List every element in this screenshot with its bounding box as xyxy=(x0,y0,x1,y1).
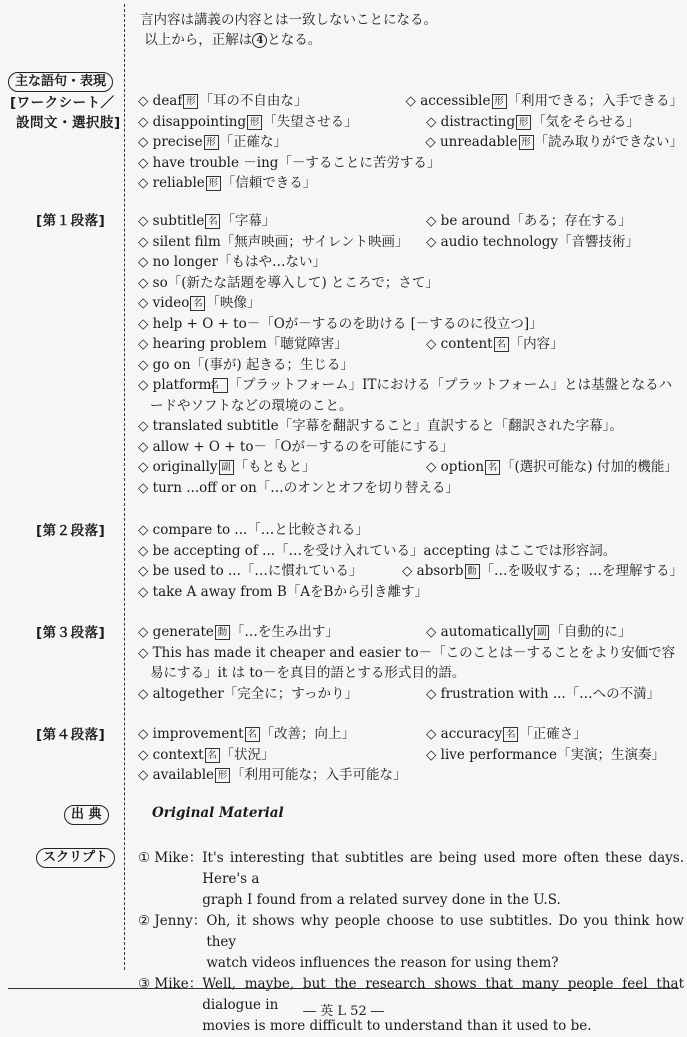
vocab-video xyxy=(138,293,260,314)
vocab-subtitle xyxy=(138,211,426,232)
vocab-automatically xyxy=(426,622,683,643)
vocab-row xyxy=(138,724,683,745)
vocab-row xyxy=(138,622,683,643)
vocab-row xyxy=(138,112,683,133)
vocab-originally xyxy=(138,457,426,478)
meaning: 「読み取りができない」 xyxy=(534,134,683,150)
speaker-mike: ① Mike： xyxy=(138,850,203,866)
intro-line-2-pre: 以上から，正解は xyxy=(144,32,253,48)
term: ◇ distracting xyxy=(426,113,516,130)
source-label: 出 典 xyxy=(64,805,109,825)
vocab-row xyxy=(138,314,683,335)
worksheet-label-2: 設問文・選択肢] xyxy=(16,115,121,131)
vocab-row xyxy=(138,745,683,766)
main-phrases-label: 主な語句・表現 xyxy=(8,72,113,92)
term: ◇ content xyxy=(426,336,493,352)
vocab-turn-off-on: ◇ turn ...off or on「…のオンとオフを切り替える」 xyxy=(138,479,459,496)
vocab-content xyxy=(426,334,683,355)
intro-text xyxy=(140,10,437,50)
line-2: graph I found from a related survey done in the U.S. xyxy=(202,892,561,908)
pos-badge: 形 xyxy=(492,94,507,109)
term: ◇ absorb xyxy=(401,563,464,579)
pos-badge: 形 xyxy=(516,115,531,130)
vocab-distracting xyxy=(426,112,683,133)
pos-badge: 名 xyxy=(205,748,220,763)
term: ◇ option xyxy=(426,459,485,475)
term: ◇ reliable xyxy=(138,175,205,191)
vocab-translated-subtitle: ◇ translated subtitle「字幕を翻訳すること」直訳すると「翻訳された字幕」。 xyxy=(138,418,623,434)
vocab-altogether: ◇ altogether「完全に；すっかり」 xyxy=(138,685,358,702)
vocab-row xyxy=(138,643,683,684)
pos-badge: 名 xyxy=(213,378,228,393)
vocab-row xyxy=(138,520,683,541)
vocab-frustration-with: ◇ frustration with ...「…への不満」 xyxy=(426,685,661,702)
meaning: 「…を吸収する；…を理解する」 xyxy=(480,563,683,579)
pos-badge: 形 xyxy=(519,135,534,150)
vocab-row xyxy=(138,416,683,437)
line-2: movies is more difficult to understand than it used to be. xyxy=(202,1018,592,1034)
term: ◇ originally xyxy=(138,459,218,475)
term: ◇ platform xyxy=(138,377,212,393)
line-text xyxy=(202,848,684,911)
vocab-row xyxy=(138,355,683,376)
meaning: 「改善；向上」 xyxy=(260,726,356,742)
term: ◇ improvement xyxy=(138,726,244,742)
term: ◇ accuracy xyxy=(426,726,503,742)
term: ◇ video xyxy=(138,295,190,311)
source-title: Original Material xyxy=(152,805,284,821)
meaning: 「耳の不自由な」 xyxy=(199,93,308,109)
vocab-live-performance: ◇ live performance「実演；生演奏」 xyxy=(426,746,665,763)
line-1: Oh, it shows why people choose to use subtitles. Do you think how they xyxy=(206,913,684,950)
para1-vocab xyxy=(138,211,683,498)
answer-number-circle: 4 xyxy=(252,33,267,48)
vocab-row xyxy=(138,173,683,194)
pos-badge: 形 xyxy=(206,176,221,191)
para1-label: [第１段落] xyxy=(36,213,106,229)
para3-vocab xyxy=(138,622,683,704)
term: ◇ automatically xyxy=(426,624,534,640)
vocab-row xyxy=(138,153,683,174)
pos-badge: 名 xyxy=(190,296,205,311)
vocab-deaf xyxy=(138,91,406,112)
vocab-row xyxy=(138,232,683,253)
vocab-row xyxy=(138,541,683,562)
vocab-hearing-problem: ◇ hearing problem「聴覚障害」 xyxy=(138,336,348,352)
vocab-row xyxy=(138,684,683,705)
vocab-available xyxy=(138,765,407,786)
pos-badge: 形 xyxy=(183,94,198,109)
page-number: ― 英 L 52 ― xyxy=(303,1004,384,1019)
meaning: 「失望させる」 xyxy=(263,113,358,130)
speaker-mike: ③ Mike： xyxy=(138,976,203,992)
vocab-row xyxy=(138,478,683,499)
vocab-disappointing xyxy=(138,112,426,133)
term: ◇ deaf xyxy=(138,93,183,109)
script-line xyxy=(138,911,684,974)
pos-badge: 副 xyxy=(534,625,549,640)
line-1: It's interesting that subtitles are being used more often these days. Here's a xyxy=(202,850,684,887)
line-text xyxy=(206,911,684,974)
vocab-be-accepting-of: ◇ be accepting of ...「…を受け入れている」accepting はここでは形容詞。 xyxy=(138,542,617,559)
vocab-row xyxy=(138,334,683,355)
vocab-row xyxy=(138,211,683,232)
term: ◇ context xyxy=(138,746,204,763)
para4-vocab xyxy=(138,724,683,786)
intro-line-2-post: となる。 xyxy=(267,32,322,48)
vocab-row xyxy=(138,437,683,458)
vocab-context xyxy=(138,745,426,766)
bottom-rule xyxy=(8,988,679,989)
pos-badge: 動 xyxy=(465,564,480,579)
meaning: 「自動的に」 xyxy=(550,624,632,640)
meaning: 「利用可能な；入手可能な」 xyxy=(231,767,407,783)
line-1: Well, maybe, but the research shows that many people feel that dialogue in xyxy=(202,976,684,1013)
meaning: 「状況」 xyxy=(220,746,275,763)
meaning: 「(選択可能な) 付加的機能」 xyxy=(501,459,678,475)
term: ◇ disappointing xyxy=(138,113,247,130)
meaning: 「利用できる；入手できる」 xyxy=(507,93,683,109)
vocab-made-it-cheaper: ◇ This has made it cheaper and easier to－「このことは－することをより安価で容易にする」it は to－を真目的語とする形式目的語。 xyxy=(138,644,676,681)
vocab-absorb xyxy=(402,561,683,582)
pos-badge: 動 xyxy=(215,625,230,640)
meaning: 「字幕」 xyxy=(221,213,276,229)
vocab-row xyxy=(138,375,683,416)
line-2: watch videos influences the reason for using them? xyxy=(206,955,559,971)
vocab-be-used-to: ◇ be used to ...「…に慣れている」 xyxy=(138,563,363,579)
meaning: 「正確な」 xyxy=(219,134,288,150)
meaning: 「プラットフォーム」ITにおける「プラットフォーム」とは基盤となるハードやソフトなどの環境のこと。 xyxy=(150,377,673,414)
speaker-jenny: ② Jenny： xyxy=(138,913,207,929)
vocab-improvement xyxy=(138,724,426,745)
vocab-no-longer: ◇ no longer「もはや…ない」 xyxy=(138,254,327,270)
worksheet-label-1: [ワークシート／ xyxy=(10,95,115,111)
dashed-divider xyxy=(124,4,125,970)
vocab-row xyxy=(138,582,683,603)
pos-badge: 名 xyxy=(245,727,260,742)
vocab-go-on: ◇ go on「(事が) 起きる；生じる」 xyxy=(138,356,354,373)
para3-label: [第３段落] xyxy=(36,625,106,641)
vocab-accessible xyxy=(406,91,683,112)
vocab-accuracy xyxy=(426,724,683,745)
vocab-row xyxy=(138,457,683,478)
vocab-row xyxy=(138,293,683,314)
script-line xyxy=(138,848,684,911)
worksheet-vocab xyxy=(138,91,683,194)
pos-badge: 名 xyxy=(205,214,220,229)
vocab-row xyxy=(138,765,683,786)
vocab-take-away: ◇ take A away from B「AをBから引き離す」 xyxy=(138,583,428,600)
pos-badge: 名 xyxy=(494,337,509,352)
vocab-row xyxy=(138,252,683,273)
vocab-precise xyxy=(138,132,425,153)
term: ◇ unreadable xyxy=(425,134,518,150)
pos-badge: 形 xyxy=(247,115,262,130)
term: ◇ accessible xyxy=(405,93,491,109)
intro-line-1: 言内容は講義の内容とは一致しないことになる。 xyxy=(140,12,437,28)
vocab-row xyxy=(138,91,683,112)
term: ◇ subtitle xyxy=(138,213,205,229)
pos-badge: 副 xyxy=(219,460,234,475)
meaning: 「正確さ」 xyxy=(519,726,587,742)
vocab-row xyxy=(138,561,683,582)
meaning: 「映像」 xyxy=(206,295,261,311)
term: ◇ generate xyxy=(138,624,214,640)
vocab-be-around: ◇ be around「ある；存在する」 xyxy=(426,213,632,229)
vocab-reliable xyxy=(138,173,316,194)
vocab-so: ◇ so「(新たな話題を導入して) ところで；さて」 xyxy=(138,274,439,291)
meaning: 「もともと」 xyxy=(234,459,316,475)
intro-line-2 xyxy=(140,30,437,50)
pos-badge: 形 xyxy=(204,135,219,150)
term: ◇ precise xyxy=(138,134,203,150)
vocab-help: ◇ help + O + to－「Oが－するのを助ける [－するのに役立つ]」 xyxy=(138,315,543,332)
vocab-compare-to: ◇ compare to ...「…と比較される」 xyxy=(138,522,369,538)
vocab-platform xyxy=(138,375,683,416)
meaning: 「気をそらせる」 xyxy=(532,113,640,130)
pos-badge: 形 xyxy=(215,768,230,783)
vocab-audio-technology: ◇ audio technology「音響技術」 xyxy=(426,233,640,250)
term: ◇ available xyxy=(138,767,215,783)
para4-label: [第４段落] xyxy=(36,727,106,743)
vocab-row xyxy=(138,132,683,153)
vocab-silent-film: ◇ silent film「無声映画；サイレント映画」 xyxy=(138,233,409,250)
vocab-option xyxy=(426,457,683,478)
para2-label: [第２段落] xyxy=(36,523,106,539)
para2-vocab xyxy=(138,520,683,602)
meaning: 「内容」 xyxy=(509,336,564,352)
vocab-row xyxy=(138,273,683,294)
vocab-unreadable xyxy=(425,132,683,153)
meaning: 「信頼できる」 xyxy=(221,175,317,191)
script-label: スクリプト xyxy=(36,848,115,868)
vocab-allow: ◇ allow + O + to－「Oが－するのを可能にする」 xyxy=(138,438,454,455)
vocab-generate xyxy=(138,622,426,643)
pos-badge: 名 xyxy=(485,460,500,475)
meaning: 「…を生み出す」 xyxy=(230,624,339,640)
pos-badge: 名 xyxy=(503,727,518,742)
vocab-have-trouble: ◇ have trouble －ing「－することに苦労する」 xyxy=(138,154,441,171)
